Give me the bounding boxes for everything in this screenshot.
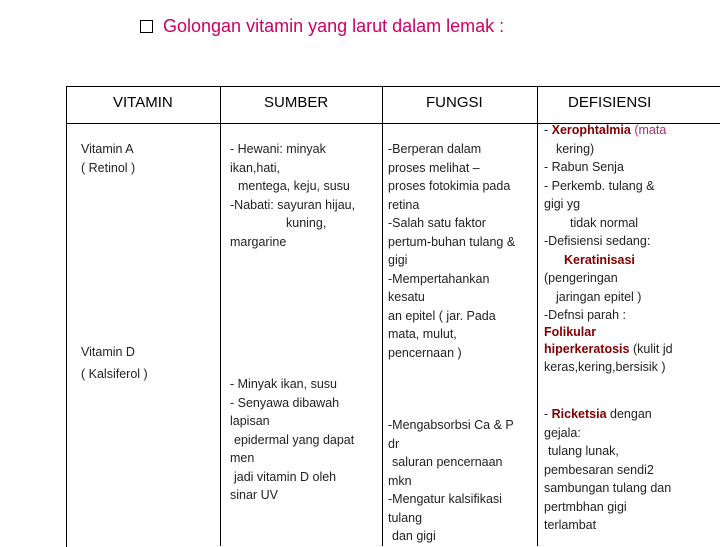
header-defisiensi: DEFISIENSI (568, 94, 652, 111)
defisiensi-line: sambungan tulang dan (544, 481, 672, 495)
defisiensi-line: jaringan epitel ) (556, 289, 642, 304)
keyword-keratinisasi: Keratinisasi (564, 252, 635, 267)
fungsi-line: -Berperan dalam (388, 142, 482, 156)
vitamin-d-fungsi (388, 416, 514, 546)
sumber-line: margarine (230, 234, 287, 249)
fungsi-line: pencernaan ) (388, 345, 462, 360)
defisiensi-line: gigi yg (544, 197, 581, 211)
slide-title (140, 16, 504, 37)
fungsi-line: saluran pencernaan (392, 455, 503, 469)
sumber-line: kuning, (286, 216, 327, 230)
sumber-line: jadi vitamin D oleh (234, 469, 337, 484)
vitamin-d-cell (81, 341, 148, 385)
defisiensi-line: - Xerophtalmia (mata (544, 123, 667, 137)
fungsi-line: pertum-buhan tulang & (388, 234, 516, 249)
vitamin-d-defisiensi (544, 405, 671, 535)
keyword-ricketsia: Ricketsia (551, 407, 607, 421)
fungsi-line: mata, mulut, (388, 327, 457, 341)
fungsi-line: proses melihat – (388, 160, 480, 175)
sumber-line: men (230, 451, 255, 465)
fungsi-line: an epitel ( jar. Pada (388, 308, 496, 323)
vitamin-d-name: Vitamin D (81, 345, 135, 359)
fungsi-line: tulang (388, 510, 423, 525)
sumber-line: mentega, keju, susu (238, 179, 350, 193)
column-divider (537, 86, 538, 546)
defisiensi-line: - Rabun Senja (544, 160, 624, 174)
sumber-line: epidermal yang dapat (234, 432, 355, 447)
defisiensi-line: - Ricketsia dengan (544, 407, 652, 421)
defisiensi-line: kering) (556, 141, 595, 156)
defisiensi-line: pembesaran sendi2 (544, 462, 654, 477)
sumber-line: lapisan (230, 414, 270, 428)
defisiensi-line: keras,kering,bersisik ) (544, 360, 666, 374)
header-fungsi: FUNGSI (426, 94, 483, 111)
vitamin-a-fungsi (388, 140, 515, 362)
sumber-line: - Senyawa dibawah (230, 395, 340, 410)
defisiensi-line: pertmbhan gigi (544, 499, 627, 514)
defisiensi-line: -Defnsi parah : (544, 308, 626, 322)
sumber-line: - Minyak ikan, susu (230, 377, 337, 391)
vitamin-a-defisiensi (544, 121, 673, 377)
fungsi-line: retina (388, 197, 420, 212)
sumber-line: -Nabati: sayuran hijau, (230, 197, 356, 212)
defisiensi-line: tidak normal (570, 215, 639, 230)
fungsi-line: dan gigi (392, 529, 436, 543)
vitamin-a-cell (81, 140, 135, 177)
fungsi-line: -Mempertahankan (388, 271, 490, 286)
defisiensi-line: tulang lunak, (548, 444, 619, 458)
fungsi-line: kesatu (388, 290, 425, 304)
vitamin-a-sumber (230, 140, 355, 251)
fungsi-line: dr (388, 436, 400, 451)
keyword-folikular: Folikular (544, 324, 597, 339)
vitamin-a-name: Vitamin A (81, 142, 134, 156)
header-sumber: SUMBER (264, 94, 329, 111)
fungsi-line: -Salah satu faktor (388, 216, 486, 230)
checkbox-bullet-icon (140, 20, 153, 33)
defisiensi-line: gejala: (544, 425, 581, 440)
fungsi-line: gigi (388, 253, 408, 267)
vitamin-d-alt-name: ( Kalsiferol ) (81, 367, 148, 381)
slide-title-text: Golongan vitamin yang larut dalam lemak : (163, 16, 505, 36)
keyword-xerophtalmia: Xerophtalmia (551, 123, 631, 137)
sumber-line: - Hewani: minyak (230, 142, 326, 156)
column-divider (382, 86, 383, 546)
vitamin-a-alt-name: ( Retinol ) (81, 160, 136, 175)
sumber-line: ikan,hati, (230, 160, 281, 175)
fungsi-line: mkn (388, 473, 412, 488)
defisiensi-line: hiperkeratosis (kulit jd (544, 341, 673, 356)
fungsi-line: proses fotokimia pada (388, 179, 511, 193)
sumber-line: sinar UV (230, 488, 278, 502)
fungsi-line: -Mengabsorbsi Ca & P (388, 418, 514, 432)
fungsi-line: -Mengatur kalsifikasi (388, 492, 502, 506)
defisiensi-line: (pengeringan (544, 271, 618, 285)
header-vitamin: VITAMIN (113, 94, 173, 111)
vitamin-d-sumber (230, 375, 354, 505)
defisiensi-line: - Perkemb. tulang & (544, 178, 655, 193)
keyword-hiperkeratosis: hiperkeratosis (544, 341, 630, 356)
column-divider (220, 86, 221, 546)
defisiensi-line: terlambat (544, 518, 597, 532)
defisiensi-line: -Defisiensi sedang: (544, 234, 651, 248)
